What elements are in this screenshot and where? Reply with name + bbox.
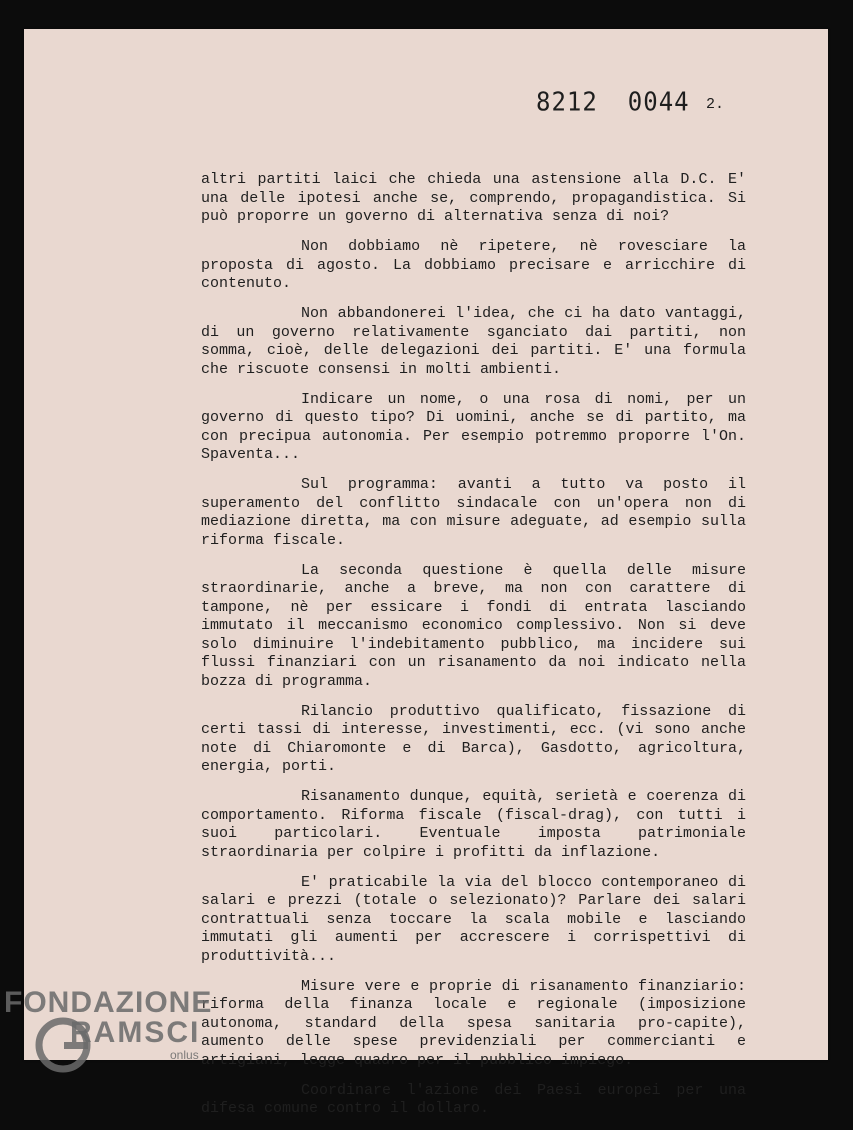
paragraph: E' praticabile la via del blocco contemporaneo di salari e prezzi (totale o selezionato)? Parlare dei salari contrattuali senza toccare la scala mobile e lasciando immutati gli aumenti per accrescere i corrispettivi di produttività... bbox=[201, 873, 746, 965]
paragraph: Misure vere e proprie di risanamento finanziario: riforma della finanza locale e regionale (imposizione autonoma, standard della spesa sanitaria pro-capite), aumento delle spese previdenziali per commercianti e artigiani, legge quadro per il pubblico impiego. bbox=[201, 977, 746, 1069]
archive-number-a: 8212 bbox=[536, 86, 598, 118]
watermark-suffix: onlus bbox=[170, 1048, 199, 1062]
paragraph: La seconda questione è quella delle misure straordinarie, anche a breve, ma non con carattere di tampone, nè per essicare i fondi di entrata lasciando immutato il meccanismo economico complessivo. Non si deve solo diminuire l'indebitamento pubblico, ma incidere sui flussi finanziari con un risanamento da noi indicato nella bozza di programma. bbox=[201, 561, 746, 690]
paragraph: Risanamento dunque, equità, serietà e coerenza di comportamento. Riforma fiscale (fiscal-drag), con tutti i suoi particolari. Eventuale imposta patrimoniale straordinaria per colpire i profitti da inflazione. bbox=[201, 788, 746, 861]
paragraph: altri partiti laici che chieda una astensione alla D.C. E' una delle ipotesi anche se, comprendo, propagandistica. Si può proporre un governo di alternativa senza di noi? bbox=[201, 171, 746, 225]
watermark-line1: FONDAZIONE bbox=[4, 986, 213, 1019]
archive-number-b: 0044 bbox=[627, 86, 690, 118]
page-number: 2. bbox=[706, 96, 725, 113]
paragraph: Indicare un nome, o una rosa di nomi, per un governo di questo tipo? Di uomini, anche se di partito, ma con precipua autonomia. Per esempio potremmo proporre l'On. Spaventa... bbox=[201, 390, 746, 463]
document-page bbox=[24, 29, 828, 1117]
paragraph: Coordinare l'azione dei Paesi europei per una difesa comune contro il dollaro. bbox=[201, 1081, 746, 1117]
archive-number bbox=[536, 87, 690, 117]
watermark-line2: RAMSCI bbox=[70, 1016, 201, 1049]
document-body bbox=[201, 171, 746, 1130]
paragraph: Rilancio produttivo qualificato, fissazione di certi tassi di interesse, investimenti, ecc. (vi sono anche note di Chiaromonte e di Barca), Gasdotto, agricoltura, energia, porti. bbox=[201, 702, 746, 775]
paragraph: Non dobbiamo nè ripetere, nè rovesciare la proposta di agosto. La dobbiamo precisare e arricchire di contenuto. bbox=[201, 238, 746, 292]
paragraph: Sul programma: avanti a tutto va posto il superamento del conflitto sindacale con un'opera non di mediazione diretta, ma con misure adeguate, ad esempio sulla riforma fiscale. bbox=[201, 476, 746, 549]
paragraph: Non abbandonerei l'idea, che ci ha dato vantaggi, di un governo relativamente sganciato dai partiti, non somma, cioè, delle delegazioni dei partiti. E' una formula che riscuote consensi in molti ambienti. bbox=[201, 305, 746, 378]
